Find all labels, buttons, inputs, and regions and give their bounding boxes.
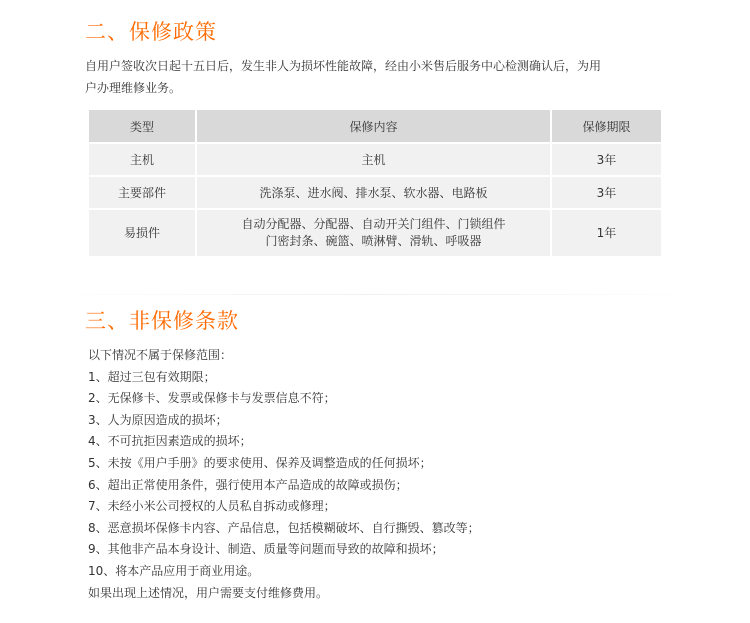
list-item: 1、超过三包有效期限； (88, 369, 216, 384)
list-item: 2、无保修卡、发票或保修卡与发票信息不符； (88, 391, 336, 406)
column-header-period: 保修期限 (552, 110, 661, 142)
section-title-non-warranty: 三、非保修条款 (85, 309, 239, 333)
section-title-warranty-policy: 二、保修政策 (85, 20, 217, 44)
content-line: 洗涤泵、进水阀、排水泵、软水器、电路板 (259, 186, 488, 200)
cell-content (197, 142, 552, 175)
section-divider (40, 294, 710, 295)
warranty-intro (85, 55, 670, 99)
list-lead: 以下情况不属于保修范围： (88, 348, 233, 362)
column-header-type: 类型 (89, 110, 197, 142)
list-item: 9、其他非产品本身设计、制造、质量等问题而导致的故障和损坏； (88, 542, 444, 557)
cell-type: 主机 (89, 142, 197, 175)
warranty-table (89, 110, 661, 256)
list-item: 10、将本产品应用于商业用途。 (88, 563, 260, 578)
intro-line: 自用户签收次日起十五日后，发生非人为损坏性能故障，经由小米售后服务中心检测确认后，为用 (85, 59, 602, 73)
cell-type: 易损件 (89, 208, 197, 256)
list-footer: 如果出现上述情况，用户需要支付维修费用。 (88, 585, 329, 600)
content-line: 门密封条、碗篮、喷淋臂、滑轨、呼吸器 (265, 234, 482, 248)
table-row (89, 142, 661, 175)
cell-period: 3年 (552, 142, 661, 175)
list-item: 6、超出正常使用条件，强行使用本产品造成的故障或损伤； (88, 477, 408, 492)
table-row (89, 175, 661, 208)
content-line: 主机 (361, 153, 386, 167)
table-header-row (89, 110, 661, 142)
column-header-content: 保修内容 (197, 110, 552, 142)
cell-content (197, 208, 552, 256)
content-line: 自动分配器、分配器、自动开关门组件、门锁组件 (241, 217, 506, 231)
cell-content (197, 175, 552, 208)
list-item: 7、未经小米公司授权的人员私自拆动或修理； (88, 499, 336, 514)
list-item: 8、恶意损坏保修卡内容、产品信息，包括模糊破坏、自行撕毁、篡改等； (88, 520, 480, 535)
table-row (89, 208, 661, 256)
list-item: 5、未按《用户手册》的要求使用、保养及调整造成的任何损坏； (88, 455, 432, 470)
cell-period: 3年 (552, 175, 661, 208)
intro-line: 户办理维修业务。 (85, 81, 182, 95)
non-warranty-list (88, 345, 648, 604)
cell-period: 1年 (552, 208, 661, 256)
list-item: 4、不可抗拒因素造成的损坏； (88, 434, 252, 449)
list-item: 3、人为原因造成的损坏； (88, 412, 228, 427)
cell-type: 主要部件 (89, 175, 197, 208)
